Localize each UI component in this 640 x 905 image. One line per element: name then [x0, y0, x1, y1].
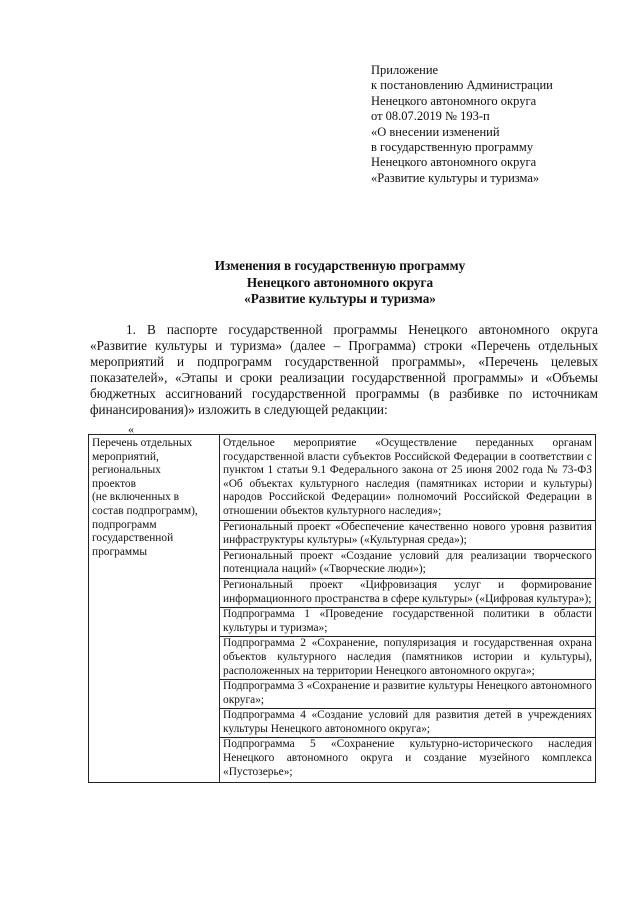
list-item: Подпрограмма 5 «Сохранение культурно-исторического наследия Ненецкого автономного округа и создание музейного комплекса «Пустозерье»;	[223, 738, 592, 778]
open-quote-mark: «	[128, 422, 134, 436]
list-item: Отдельное мероприятие «Осуществление переданных органам государственной власти субъектов Российской Федерации в соответствии с пунктом 1 статьи 9.1 Федерального закона от 25 июня 2002 года № 73-ФЗ «Об объектах культурного наследия (памятниках истории и культуры) народов Российской Федерации» полномочий Российской Федерации в отношении объектов культурного наследия»;	[220, 437, 595, 521]
list-item: Подпрограмма 2 «Сохранение, популяризация и государственная охрана объектов культурного наследия (памятников истории и культуры), расположенных на территории Ненецкого автономного округа»;	[220, 637, 595, 680]
appendix-line: «Развитие культуры и туризма»	[371, 170, 540, 185]
row-content-cell	[220, 435, 596, 783]
appendix-line: от 08.07.2019 № 193-п	[371, 109, 490, 124]
list-item: Подпрограмма 1 «Проведение государственной политики в области культуры и туризма»;	[220, 608, 595, 637]
row-label-line: государственной	[92, 532, 174, 545]
list-item: Региональный проект «Обеспечение качественно нового уровня развития инфраструктуры культуры» («Культурная среда»);	[220, 521, 595, 550]
document-title	[90, 258, 590, 308]
row-label-line: программы	[92, 545, 147, 558]
row-label-line: региональных	[92, 464, 161, 477]
title-line: Ненецкого автономного округа	[246, 274, 434, 290]
row-label-line: мероприятий,	[92, 450, 159, 463]
appendix-header	[371, 63, 621, 186]
table-row	[89, 435, 596, 783]
passport-table	[88, 434, 596, 783]
appendix-line: Ненецкого автономного округа	[371, 155, 537, 170]
list-item: Региональный проект «Цифровизация услуг и формирование информационного пространства в сфере культуры» («Цифровая культура»);	[220, 579, 595, 608]
title-line: Изменения в государственную программу	[214, 258, 466, 273]
row-label-line: состав подпрограмм),	[92, 504, 198, 517]
list-item: Подпрограмма 3 «Сохранение и развитие культуры Ненецкого автономного округа»;	[220, 680, 595, 709]
appendix-line: в государственную программу	[371, 140, 534, 155]
list-item: Региональный проект «Создание условий для реализации творческого потенциала наций» («Творческие люди»);	[220, 550, 595, 579]
row-label-line: (не включенных в	[92, 491, 180, 504]
row-label-cell	[89, 435, 220, 783]
appendix-line: Ненецкого автономного округа	[371, 93, 537, 108]
row-label-line: проектов	[92, 477, 136, 490]
row-label-line: подпрограмм	[92, 518, 157, 531]
list-item: Подпрограмма 4 «Создание условий для развития детей в учреждениях культуры Ненецкого автономного округа»;	[220, 709, 595, 738]
appendix-line: Приложение	[371, 63, 439, 77]
title-line: «Развитие культуры и туризма»	[244, 291, 436, 306]
appendix-line: «О внесении изменений	[371, 124, 500, 139]
body-paragraph: 1. В паспорте государственной программы Ненецкого автономного округа «Развитие культуры и туризма» (далее – Программа) строки «Перечень отдельных мероприятий и подпрограмм государственной программы», «Перечень целевых показателей», «Этапы и сроки реализации государственной программы» и «Объемы бюджетных ассигнований государственной программы (в разбивке по источникам финансирования)» изложить в следующей редакции:	[90, 322, 598, 418]
appendix-line: к постановлению Администрации	[371, 78, 553, 93]
row-label-line: Перечень отдельных	[92, 437, 193, 449]
